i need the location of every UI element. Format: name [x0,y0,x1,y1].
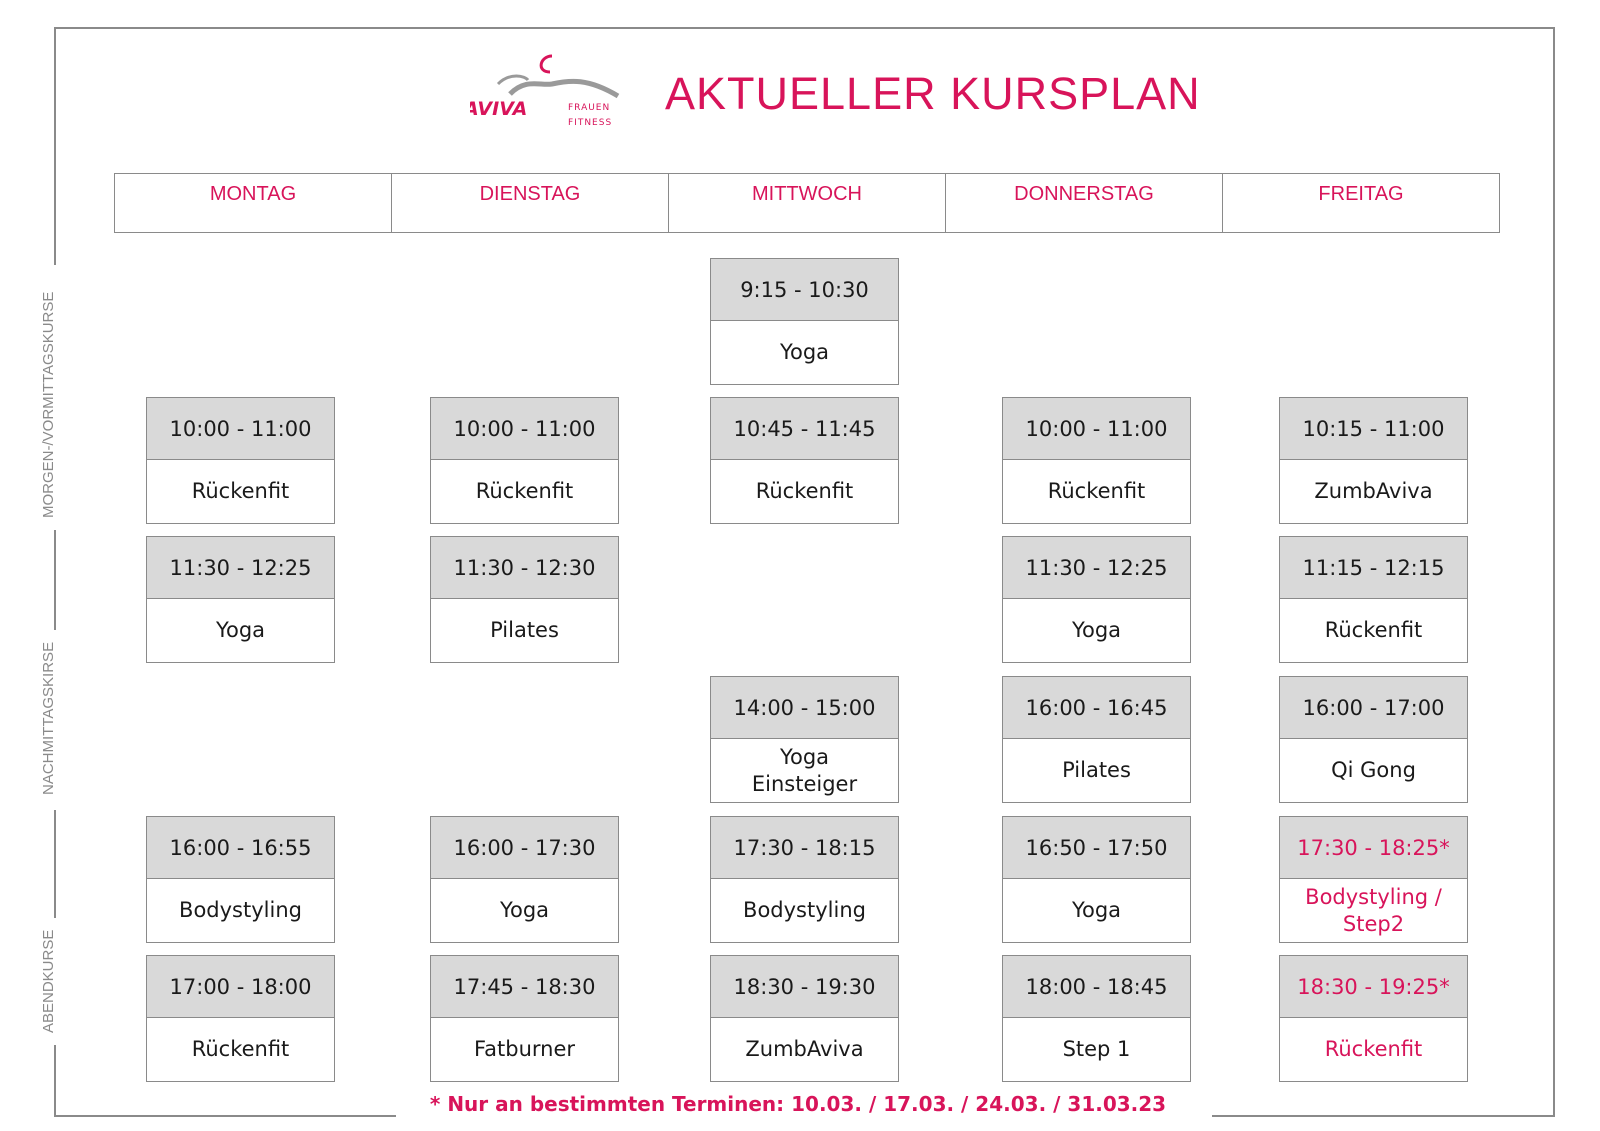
course-card [1279,816,1468,943]
course-time: 17:00 - 18:00 [147,956,334,1018]
day-header-montag: MONTAG [114,173,392,233]
course-card [146,816,335,943]
frame-bottom-left [54,1115,396,1117]
course-name: Yoga [779,340,830,364]
course-time: 10:45 - 11:45 [711,398,898,460]
course-name: Yoga Einsteiger [751,744,858,796]
course-name: Rückenfit [1047,479,1146,503]
course-name: Pilates [1062,758,1131,782]
course-card [1002,955,1191,1082]
course-time: 10:00 - 11:00 [431,398,618,460]
course-name: Bodystyling [179,898,302,922]
course-name: Yoga [1071,618,1122,642]
frame-bottom-right [1212,1115,1555,1117]
day-header-donnerstag: DONNERSTAG [945,173,1223,233]
course-time: 18:30 - 19:30 [711,956,898,1018]
logo-brand: AVIVA [470,98,528,120]
course-card [710,955,899,1082]
frame-left-3 [54,810,56,918]
course-time: 16:50 - 17:50 [1003,817,1190,879]
course-time: 18:00 - 18:45 [1003,956,1190,1018]
course-card [1002,816,1191,943]
course-card [146,397,335,524]
course-time: 11:15 - 12:15 [1280,537,1467,599]
course-time: 16:00 - 17:00 [1280,677,1467,739]
frame-left-2 [54,530,56,630]
day-header-mittwoch: MITTWOCH [668,173,946,233]
course-card [430,397,619,524]
course-name: Yoga [215,618,266,642]
course-name: Qi Gong [1331,758,1416,782]
course-time: 10:15 - 11:00 [1280,398,1467,460]
course-time: 17:45 - 18:30 [431,956,618,1018]
logo-sub1: FRAUEN [568,103,611,113]
frame-top [54,27,1555,29]
course-card [1002,536,1191,663]
frame-left-4 [54,1045,56,1117]
course-time: 16:00 - 16:45 [1003,677,1190,739]
day-header-dienstag: DIENSTAG [391,173,669,233]
course-time: 16:00 - 17:30 [431,817,618,879]
aviva-logo [470,50,620,135]
side-label-evening: ABENDKURSE [40,929,57,1033]
course-name: Rückenfit [1324,1037,1423,1061]
course-card [710,676,899,803]
course-name: Rückenfit [191,1037,290,1061]
course-card [146,536,335,663]
course-card [1279,397,1468,524]
course-name: Yoga [1071,898,1122,922]
course-card [1279,955,1468,1082]
course-name: Rückenfit [475,479,574,503]
course-card [430,955,619,1082]
side-label-afternoon: NACHMITTAGSKIRSE [40,641,57,795]
course-time: 11:30 - 12:30 [431,537,618,599]
course-time: 18:30 - 19:25* [1280,956,1467,1018]
course-name: Yoga [499,898,550,922]
course-name: Rückenfit [191,479,290,503]
course-card [146,955,335,1082]
course-name: Bodystyling [743,898,866,922]
course-card [1002,676,1191,803]
course-card [710,816,899,943]
footnote: * Nur an bestimmten Terminen: 10.03. / 17.03. / 24.03. / 31.03.23 [429,1092,1167,1116]
frame-left-1 [54,27,56,265]
day-header-freitag: FREITAG [1222,173,1500,233]
course-card [1279,536,1468,663]
frame-right [1553,27,1555,1117]
logo-graphic [470,50,620,135]
course-name: Bodystyling / Step2 [1305,884,1442,936]
course-time: 11:30 - 12:25 [1003,537,1190,599]
course-card [710,397,899,524]
side-label-morning: MORGEN-/VORMITTAGSKURSE [40,291,57,518]
course-name: ZumbAviva [1314,479,1433,503]
course-name: Step 1 [1062,1037,1131,1061]
course-card [430,816,619,943]
course-time: 14:00 - 15:00 [711,677,898,739]
course-time: 11:30 - 12:25 [147,537,334,599]
course-time: 10:00 - 11:00 [1003,398,1190,460]
course-card [710,258,899,385]
course-time: 9:15 - 10:30 [711,259,898,321]
logo-sub2: FITNESS [568,118,613,128]
course-card [430,536,619,663]
course-name: Rückenfit [755,479,854,503]
course-card [1002,397,1191,524]
course-name: Pilates [490,618,559,642]
page-title: AKTUELLER KURSPLAN [665,68,1201,119]
course-name: Fatburner [473,1037,576,1061]
course-name: Rückenfit [1324,618,1423,642]
course-card [1279,676,1468,803]
course-time: 16:00 - 16:55 [147,817,334,879]
course-name: ZumbAviva [745,1037,864,1061]
course-time: 17:30 - 18:15 [711,817,898,879]
course-time: 17:30 - 18:25* [1280,817,1467,879]
course-time: 10:00 - 11:00 [147,398,334,460]
